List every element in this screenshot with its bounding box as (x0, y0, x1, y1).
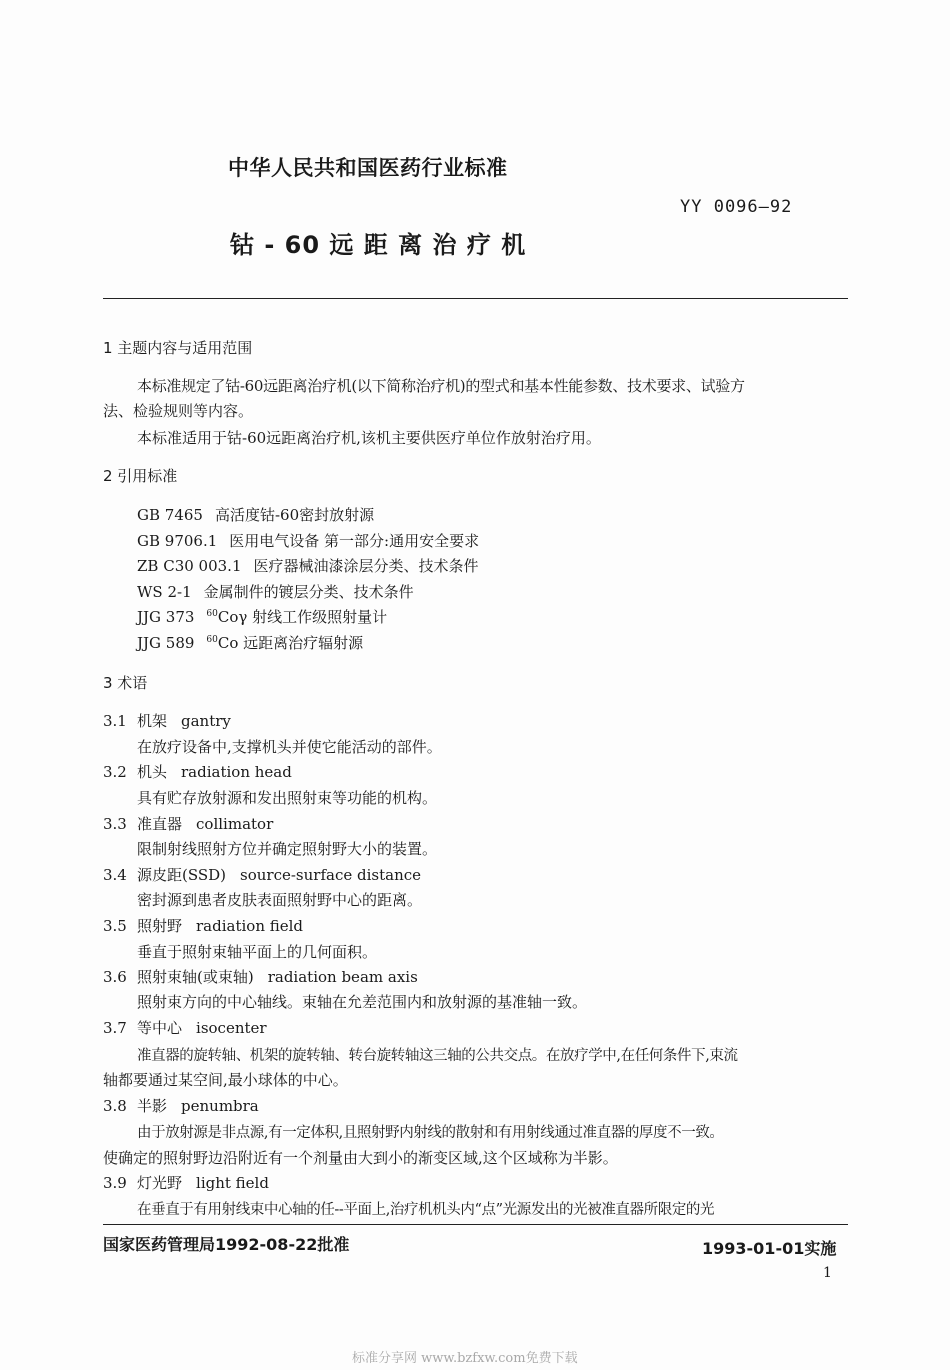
term-definition: 由于放射源是非点源,有一定体积,且照射野内射线的散射和有用射线通过准直器的厚度不一致。 (137, 1125, 724, 1141)
reference-code: GB 9706.1 (137, 532, 218, 550)
reference-title: 金属制件的镀层分类、技术条件 (203, 583, 414, 601)
term-chinese: 照射野 (137, 917, 183, 935)
term-chinese: 半影 (137, 1097, 168, 1115)
section-1-paragraph-1-line-2: 法、检验规则等内容。 (103, 402, 254, 420)
term-heading (103, 1017, 267, 1038)
term-number: 3.7 (103, 1019, 127, 1037)
reference-item (137, 555, 479, 576)
reference-item (137, 606, 387, 627)
term-english: radiation field (196, 917, 304, 935)
header-divider (103, 298, 848, 299)
isotope-superscript: 60 (206, 635, 218, 645)
term-heading (103, 966, 418, 987)
document-title: 钴 - 60 远 距 离 治 疗 机 (230, 231, 527, 259)
approval-note: 国家医药管理局1992-08-22批准 (103, 1235, 350, 1254)
footer-divider (103, 1224, 848, 1225)
section-1-heading: 1 主题内容与适用范围 (103, 339, 253, 357)
section-1-paragraph-1-line-1: 本标准规定了钴-60远距离治疗机(以下简称治疗机)的型式和基本性能参数、技术要求、试验方 (137, 377, 745, 395)
term-english: radiation head (181, 763, 292, 781)
isotope-superscript: 60 (206, 609, 218, 619)
term-definition: 垂直于照射束轴平面上的几何面积。 (137, 943, 378, 961)
term-english: radiation beam axis (267, 968, 418, 986)
reference-code: JJG 589 (137, 634, 195, 652)
reference-item (137, 632, 363, 653)
reference-title: 医用电气设备 第一部分:通用安全要求 (229, 532, 480, 550)
term-definition: 密封源到患者皮肤表面照射野中心的距离。 (137, 891, 423, 909)
term-english: collimator (196, 815, 274, 833)
term-chinese: 照射束轴(或束轴) (137, 968, 254, 986)
term-english: light field (196, 1174, 269, 1192)
term-definition: 轴都要通过某空间,最小球体的中心。 (103, 1071, 348, 1089)
reference-code: ZB C30 003.1 (137, 557, 242, 575)
reference-code: JJG 373 (137, 608, 195, 626)
term-heading (103, 1095, 259, 1116)
section-3-heading: 3 术语 (103, 674, 148, 692)
term-chinese: 源皮距(SSD) (137, 866, 227, 884)
term-heading (103, 915, 303, 936)
reference-item (137, 530, 479, 551)
term-chinese: 机架 (137, 712, 168, 730)
effective-date: 1993-01-01实施 (702, 1239, 837, 1258)
term-number: 3.2 (103, 763, 127, 781)
term-chinese: 机头 (137, 763, 168, 781)
standard-category: 中华人民共和国医药行业标准 (228, 156, 508, 180)
term-english: gantry (181, 712, 231, 730)
term-number: 3.1 (103, 712, 127, 730)
term-definition: 在放疗设备中,支撑机头并使它能活动的部件。 (137, 738, 442, 756)
term-heading (103, 1172, 269, 1193)
reference-code: GB 7465 (137, 506, 203, 524)
reference-item (137, 504, 374, 525)
term-definition: 限制射线照射方位并确定照射野大小的装置。 (137, 840, 438, 858)
term-definition: 使确定的照射野边沿附近有一个剂量由大到小的渐变区域,这个区域称为半影。 (103, 1149, 618, 1167)
term-number: 3.6 (103, 968, 127, 986)
term-number: 3.8 (103, 1097, 127, 1115)
term-heading (103, 813, 273, 834)
term-heading (103, 864, 421, 885)
term-heading (103, 761, 292, 782)
reference-title: Co 远距离治疗辐射源 (217, 634, 364, 652)
reference-title: Coγ 射线工作级照射量计 (217, 608, 388, 626)
page-number: 1 (823, 1265, 832, 1281)
section-2-heading: 2 引用标准 (103, 467, 178, 485)
term-chinese: 等中心 (137, 1019, 183, 1037)
term-heading (103, 710, 231, 731)
term-english: source-surface distance (240, 866, 422, 884)
section-1-paragraph-2: 本标准适用于钴-60远距离治疗机,该机主要供医疗单位作放射治疗用。 (137, 429, 601, 447)
term-number: 3.9 (103, 1174, 127, 1192)
term-number: 3.3 (103, 815, 127, 833)
term-number: 3.5 (103, 917, 127, 935)
term-english: isocenter (196, 1019, 267, 1037)
term-chinese: 准直器 (137, 815, 183, 833)
term-chinese: 灯光野 (137, 1174, 183, 1192)
term-definition: 在垂直于有用射线束中心轴的任--平面上,治疗机机头内“点”光源发出的光被准直器所限定的光 (137, 1202, 715, 1218)
term-english: penumbra (181, 1097, 259, 1115)
term-definition: 准直器的旋转轴、机架的旋转轴、转台旋转轴这三轴的公共交点。在放疗学中,在任何条件下,束流 (137, 1048, 738, 1064)
reference-code: WS 2-1 (137, 583, 192, 601)
term-number: 3.4 (103, 866, 127, 884)
term-definition: 具有贮存放射源和发出照射束等功能的机构。 (137, 789, 438, 807)
standard-code: YY 0096—92 (680, 197, 793, 217)
reference-title: 高活度钴-60密封放射源 (214, 506, 375, 524)
reference-title: 医疗器械油漆涂层分类、技术条件 (253, 557, 479, 575)
reference-item (137, 581, 414, 602)
watermark-text: 标准分享网 www.bzfxw.com免费下载 (352, 1351, 578, 1366)
term-definition: 照射束方向的中心轴线。束轴在允差范围内和放射源的基准轴一致。 (137, 993, 588, 1011)
